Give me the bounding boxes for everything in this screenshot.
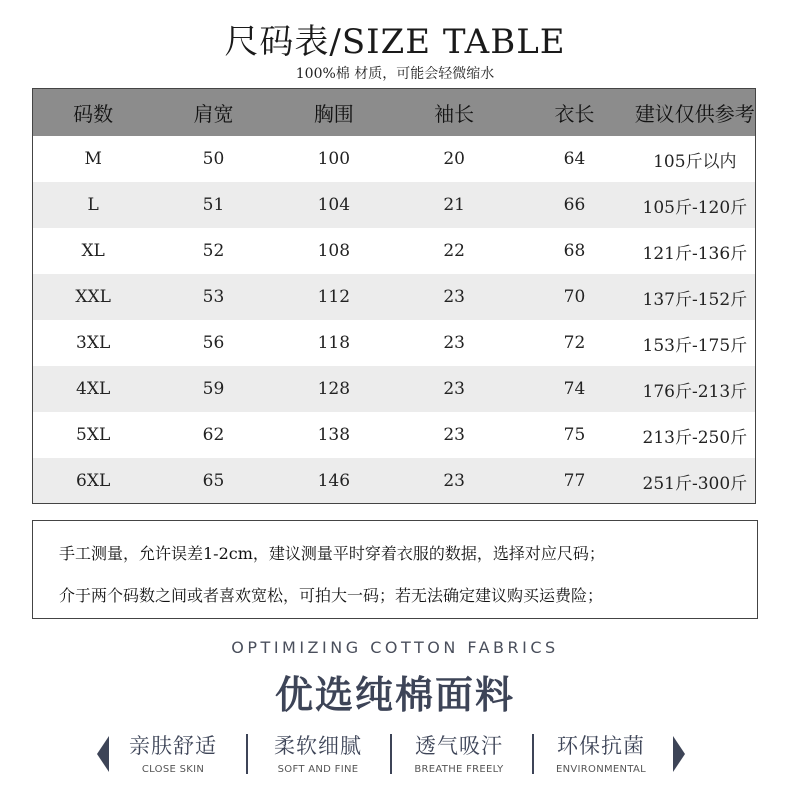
feature-strip xyxy=(95,730,695,778)
feature-soft-fine xyxy=(248,730,388,775)
cell-sleeve: 23 xyxy=(394,458,514,504)
cell-shoulder: 65 xyxy=(153,458,273,504)
note-line-2: 介于两个码数之间或者喜欢宽松，可拍大一码；若无法确定建议购买运费险； xyxy=(59,586,604,605)
table-header-row xyxy=(33,89,755,136)
cell-shoulder: 52 xyxy=(153,228,273,274)
cell-sleeve: 23 xyxy=(394,366,514,412)
cell-sleeve: 21 xyxy=(394,182,514,228)
cell-length: 66 xyxy=(514,182,634,228)
cell-length: 70 xyxy=(514,274,634,320)
cell-chest: 112 xyxy=(274,274,394,320)
cell-length: 72 xyxy=(514,320,634,366)
feature-title: 亲肤舒适 xyxy=(129,734,217,758)
cell-chest: 118 xyxy=(274,320,394,366)
cell-sleeve: 23 xyxy=(394,320,514,366)
cell-sleeve: 20 xyxy=(394,136,514,182)
cell-recommendation: 251斤-300斤 xyxy=(635,458,755,504)
cell-length: 75 xyxy=(514,412,634,458)
feature-close-skin xyxy=(103,730,243,775)
table-row xyxy=(33,320,755,366)
cell-sleeve: 23 xyxy=(394,274,514,320)
cell-length: 68 xyxy=(514,228,634,274)
cell-recommendation: 105斤-120斤 xyxy=(635,182,755,228)
cell-length: 64 xyxy=(514,136,634,182)
cell-shoulder: 62 xyxy=(153,412,273,458)
feature-breathe xyxy=(389,730,529,775)
cell-size: L xyxy=(33,182,153,228)
cell-shoulder: 56 xyxy=(153,320,273,366)
cell-chest: 138 xyxy=(274,412,394,458)
header-size: 码数 xyxy=(33,89,153,136)
cell-recommendation: 137斤-152斤 xyxy=(635,274,755,320)
material-note: 100%棉 材质，可能会轻微缩水 xyxy=(295,66,495,82)
feature-subtitle: BREATHE FREELY xyxy=(414,764,504,775)
cell-chest: 128 xyxy=(274,366,394,412)
cell-length: 74 xyxy=(514,366,634,412)
cell-shoulder: 59 xyxy=(153,366,273,412)
feature-subtitle: CLOSE SKIN xyxy=(141,764,205,775)
header-length: 衣长 xyxy=(514,89,634,136)
header-sleeve: 袖长 xyxy=(394,89,514,136)
cell-chest: 146 xyxy=(274,458,394,504)
cell-chest: 100 xyxy=(274,136,394,182)
cell-recommendation: 176斤-213斤 xyxy=(635,366,755,412)
cell-shoulder: 51 xyxy=(153,182,273,228)
cell-recommendation: 121斤-136斤 xyxy=(635,228,755,274)
page-title: 尺码表/SIZE TABLE xyxy=(224,22,566,62)
cell-chest: 108 xyxy=(274,228,394,274)
table-row xyxy=(33,412,755,458)
measurement-notes xyxy=(32,520,758,619)
cell-size: M xyxy=(33,136,153,182)
feature-subtitle: SOFT AND FINE xyxy=(277,764,359,775)
cell-size: XL xyxy=(33,228,153,274)
cell-size: 3XL xyxy=(33,320,153,366)
cell-recommendation: 105斤以内 xyxy=(635,136,755,182)
table-row xyxy=(33,458,755,504)
feature-subtitle: ENVIRONMENTAL xyxy=(556,764,646,775)
triangle-right-icon xyxy=(673,736,685,772)
cell-size: 5XL xyxy=(33,412,153,458)
cell-size: 4XL xyxy=(33,366,153,412)
size-table xyxy=(33,89,755,504)
feature-environmental xyxy=(531,730,671,775)
cell-recommendation: 213斤-250斤 xyxy=(635,412,755,458)
table-row xyxy=(33,228,755,274)
feature-title: 透气吸汗 xyxy=(415,734,503,758)
feature-title: 环保抗菌 xyxy=(557,734,645,758)
size-table-container xyxy=(32,88,756,504)
table-row xyxy=(33,366,755,412)
cell-sleeve: 22 xyxy=(394,228,514,274)
cell-sleeve: 23 xyxy=(394,412,514,458)
cell-recommendation: 153斤-175斤 xyxy=(635,320,755,366)
banner-english: OPTIMIZING COTTON FABRICS xyxy=(231,638,559,657)
table-row xyxy=(33,136,755,182)
cell-size: 6XL xyxy=(33,458,153,504)
feature-title: 柔软细腻 xyxy=(274,734,362,758)
table-body xyxy=(33,136,755,504)
table-row xyxy=(33,182,755,228)
cell-shoulder: 53 xyxy=(153,274,273,320)
header-recommendation: 建议仅供参考 xyxy=(635,89,755,136)
cell-length: 77 xyxy=(514,458,634,504)
cell-chest: 104 xyxy=(274,182,394,228)
note-line-1: 手工测量，允许误差1-2cm，建议测量平时穿着衣服的数据，选择对应尺码； xyxy=(59,544,605,563)
header-chest: 胸围 xyxy=(274,89,394,136)
header-shoulder: 肩宽 xyxy=(153,89,273,136)
table-row xyxy=(33,274,755,320)
banner-chinese: 优选纯棉面料 xyxy=(274,673,515,717)
cell-size: XXL xyxy=(33,274,153,320)
cell-shoulder: 50 xyxy=(153,136,273,182)
